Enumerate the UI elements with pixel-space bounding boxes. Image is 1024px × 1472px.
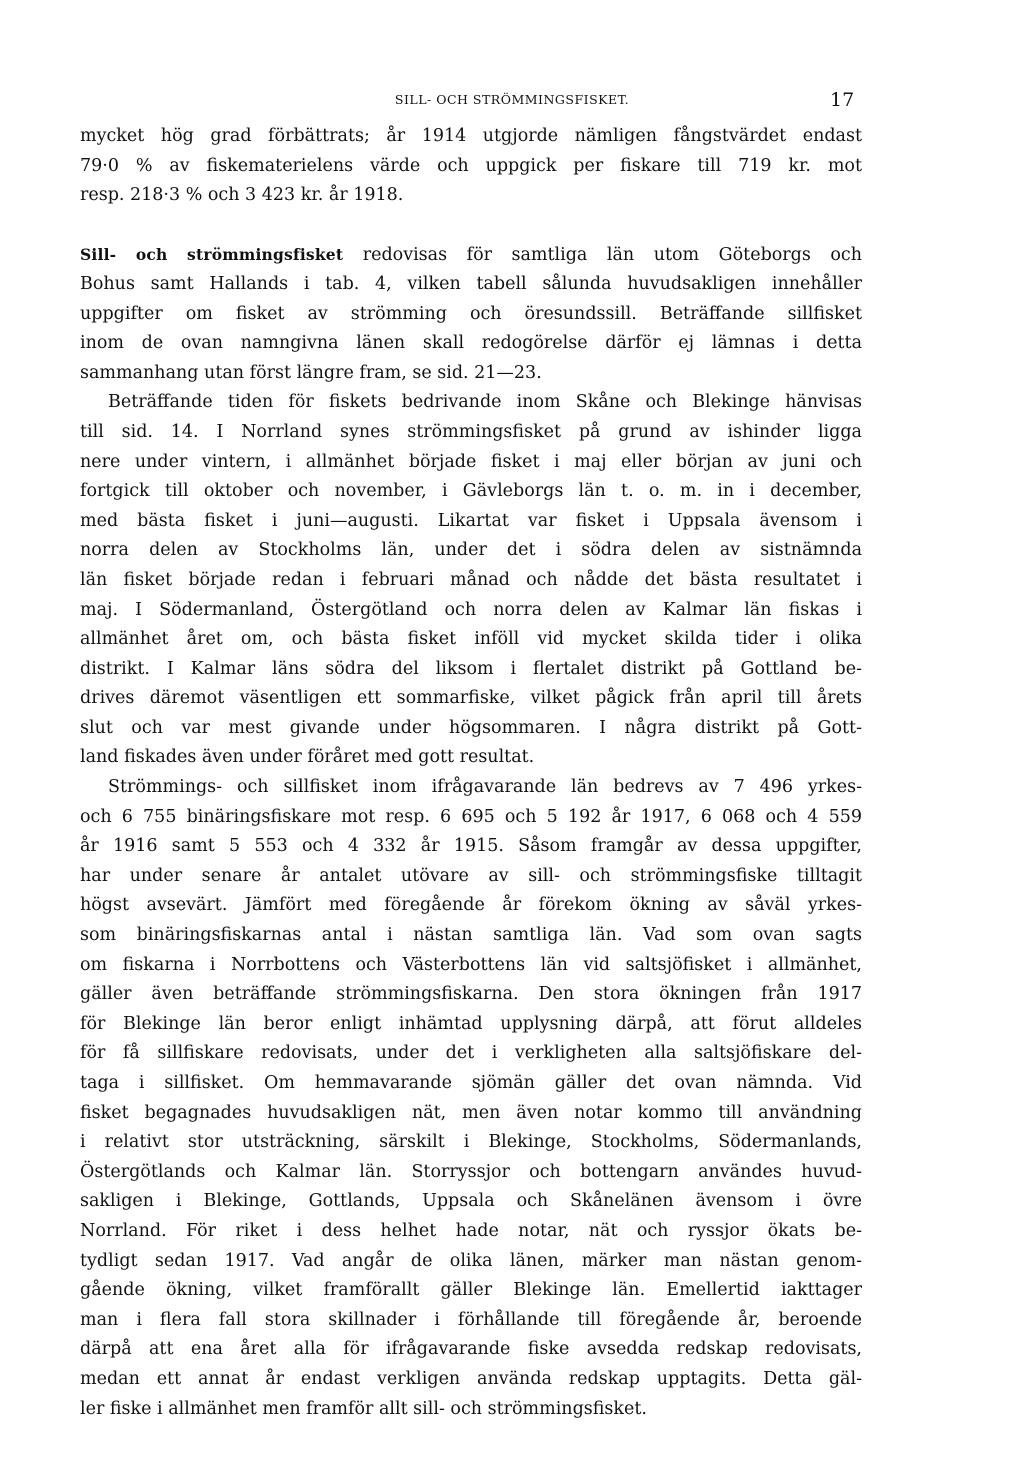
text-line: ler fiske i allmänhet men framför allt sill- och strömmingsfisket. [80,1398,647,1419]
text-line: mycket hög grad förbättrats; år 1914 utgjorde nämligen fångstvärdet endast [80,126,862,146]
text-line: sakligen i Blekinge, Gottlands, Uppsala och Skånelänen ävensom i övre [80,1191,862,1212]
text-line: man i flera fall stora skillnader i förhållande till föregående år, beroende [80,1309,862,1330]
body-text [80,122,862,1424]
text-line: Bohus samt Hallands i tab. 4, vilken tabell sålunda huvudsakligen innehåller [80,273,862,294]
text-line: fisket begagnades huvudsakligen nät, men även notar kommo till användning [80,1102,862,1123]
text-line: för få sillfiskare redovisats, under det i verkligheten alla saltsjöfiskare del- [80,1043,862,1064]
text-line: sammanhang utan först längre fram, se sid. 21—23. [80,362,542,383]
text-line: län fisket började redan i februari månad och nådde det bästa resultatet i [80,569,862,590]
text-line: norra delen av Stockholms län, under det i södra delen av sistnämnda [80,540,862,561]
text-line: distrikt. I Kalmar läns södra del liksom i flertalet distrikt på Gottland be- [80,658,862,679]
text-line: allmänhet året om, och bästa fisket inföll vid mycket skilda tider i olika [80,629,862,650]
text-line: därpå att ena året alla för ifrågavarande fiske avsedda redskap redovisats, [80,1339,862,1360]
text-line: till sid. 14. I Norrland synes strömmingsfisket på grund av ishinder ligga [80,421,862,442]
text-line: Strömmings- och sillfisket inom ifrågavarande län bedrevs av 7 496 yrkes- [108,777,862,798]
text-line: för Blekinge län beror enligt inhämtad upplysning därpå, att förut alldeles [80,1013,862,1034]
text-line: resp. 218·3 % och 3 423 kr. år 1918. [80,185,404,206]
text-line: maj. I Södermanland, Östergötland och norra delen av Kalmar län fiskas i [80,599,862,620]
text-line: gäller även beträffande strömmingsfiskarna. Den stora ökningen från 1917 [80,984,862,1005]
text-line: och 6 755 binäringsfiskare mot resp. 6 695 och 5 192 år 1917, 6 068 och 4 559 [80,806,862,827]
text-line: uppgifter om fisket av strömming och öresundssill. Beträffande sillfisket [80,303,862,324]
section-lead: Sill- och strömmingsfisket [80,245,344,265]
text-span: redovisas för samtliga län utom Göteborgs och [362,245,862,266]
text-line: nere under vintern, i allmänhet började fisket i maj eller början av juni och [80,451,862,472]
text-line: Beträffande tiden för fiskets bedrivande inom Skåne och Blekinge hänvisas [108,392,862,413]
text-line: i relativt stor utsträckning, särskilt i Blekinge, Stockholms, Södermanlands, [80,1132,862,1153]
text-line: inom de ovan namngivna länen skall redogörelse därför ej lämnas i detta [80,333,862,354]
text-line: drives däremot väsentligen ett sommarfiske, vilket pågick från april till årets [80,688,862,709]
text-line: gående ökning, vilket framförallt gäller Blekinge län. Emellertid iakttager [80,1280,862,1301]
text-line: taga i sillfisket. Om hemmavarande sjömän gäller det ovan nämnda. Vid [80,1073,862,1093]
text-line: land fiskades även under föråret med gott resultat. [80,747,535,768]
text-line: år 1916 samt 5 553 och 4 332 år 1915. Såsom framgår av dessa uppgifter, [80,836,862,857]
text-line: högst avsevärt. Jämfört med föregående år förekom ökning av såväl yrkes- [80,895,862,916]
text-line: med bästa fisket i juni—augusti. Likartat var fisket i Uppsala ävensom i [80,510,862,531]
text-line [80,240,862,270]
text-line: slut och var mest givande under högsommaren. I några distrikt på Gott- [80,717,862,738]
text-line: fortgick till oktober och november, i Gävleborgs län t. o. m. in i december, [80,481,862,502]
page-number: 17 [830,89,855,111]
paragraph-gap [80,211,862,241]
text-line: om fiskarna i Norrbottens och Västerbottens län vid saltsjöfisket i allmänhet, [80,954,862,975]
text-line: 79·0 % av fiskematerielens värde och uppgick per fiskare till 719 kr. mot [80,155,862,176]
text-line: har under senare år antalet utövare av sill- och strömmingsfiske tilltagit [80,865,862,886]
running-head [0,88,1024,112]
text-line: medan ett annat år endast verkligen använda redskap upptagits. Detta gäl- [80,1368,862,1389]
text-line: tydligt sedan 1917. Vad angår de olika länen, märker man nästan genom- [80,1250,862,1271]
running-title: SILL- OCH STRÖMMINGSFISKET. [394,92,630,107]
text-line: som binäringsfiskarnas antal i nästan samtliga län. Vad som ovan sagts [80,925,862,946]
text-line: Norrland. För riket i dess helhet hade notar, nät och ryssjor ökats be- [80,1220,862,1241]
text-line: Östergötlands och Kalmar län. Storryssjor och bottengarn användes huvud- [80,1161,862,1182]
